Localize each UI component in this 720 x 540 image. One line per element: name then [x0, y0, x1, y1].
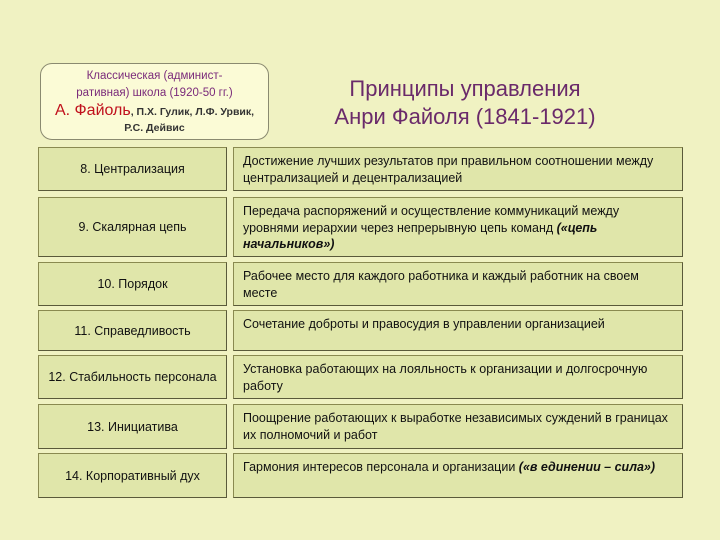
principle-desc-text: Сочетание доброты и правосудия в управлении организацией	[243, 317, 605, 331]
principle-description	[233, 310, 683, 351]
principle-description	[233, 197, 683, 257]
principle-name: 8. Централизация	[38, 147, 227, 191]
school-authors	[41, 102, 268, 121]
principle-row-14	[0, 453, 720, 498]
principle-row-12	[0, 355, 720, 399]
principle-name: 12. Стабильность персонала	[38, 355, 227, 399]
school-line-2: ративная) школа (1920-50 гг.)	[76, 87, 233, 99]
principle-description	[233, 453, 683, 498]
school-main-author: А. Файоль	[54, 102, 131, 119]
title-line-1: Принципы управления	[349, 76, 581, 101]
principle-name: 11. Справедливость	[38, 310, 227, 351]
principle-name: 10. Порядок	[38, 262, 227, 306]
principle-description	[233, 404, 683, 449]
principle-row-13	[0, 404, 720, 449]
principle-row-8	[0, 147, 720, 191]
school-info-box	[40, 63, 269, 140]
principle-desc-emphasis: («в единении – сила»)	[518, 460, 656, 474]
principle-row-9	[0, 197, 720, 257]
principle-desc-text: Передача распоряжений и осуществление коммуникаций между уровнями иерархии через непрерывную цепь команд	[243, 204, 620, 235]
principle-desc-text: Достижение лучших результатов при правильном соотношении между централизацией и децентрализацией	[243, 154, 654, 185]
principle-description	[233, 147, 683, 191]
school-other-authors: , П.Х. Гулик, Л.Ф. Урвик,	[130, 106, 255, 118]
principle-desc-text: Рабочее место для каждого работника и каждый работник на своем месте	[243, 269, 639, 300]
principle-name: 9. Скалярная цепь	[38, 197, 227, 257]
school-last-author: Р.С. Дейвис	[124, 122, 185, 134]
principle-row-11	[0, 310, 720, 351]
principle-name: 14. Корпоративный дух	[38, 453, 227, 498]
school-line-1: Классическая (админист-	[86, 70, 223, 82]
principle-desc-text: Установка работающих на лояльность к организации и долгосрочную работу	[243, 362, 648, 393]
principle-description	[233, 355, 683, 399]
principle-desc-emphasis: («цепь начальников»)	[243, 220, 598, 251]
principle-name: 13. Инициатива	[38, 404, 227, 449]
principle-desc-text: Гармония интересов персонала и организации	[243, 460, 519, 474]
principle-desc-text: Поощрение работающих к выработке независимых суждений в границах их полномочий и работ	[243, 411, 668, 442]
principle-row-10	[0, 262, 720, 306]
title-line-2: Анри Файоля (1841-1921)	[334, 104, 596, 129]
principle-description	[233, 262, 683, 306]
page-title	[300, 75, 630, 131]
